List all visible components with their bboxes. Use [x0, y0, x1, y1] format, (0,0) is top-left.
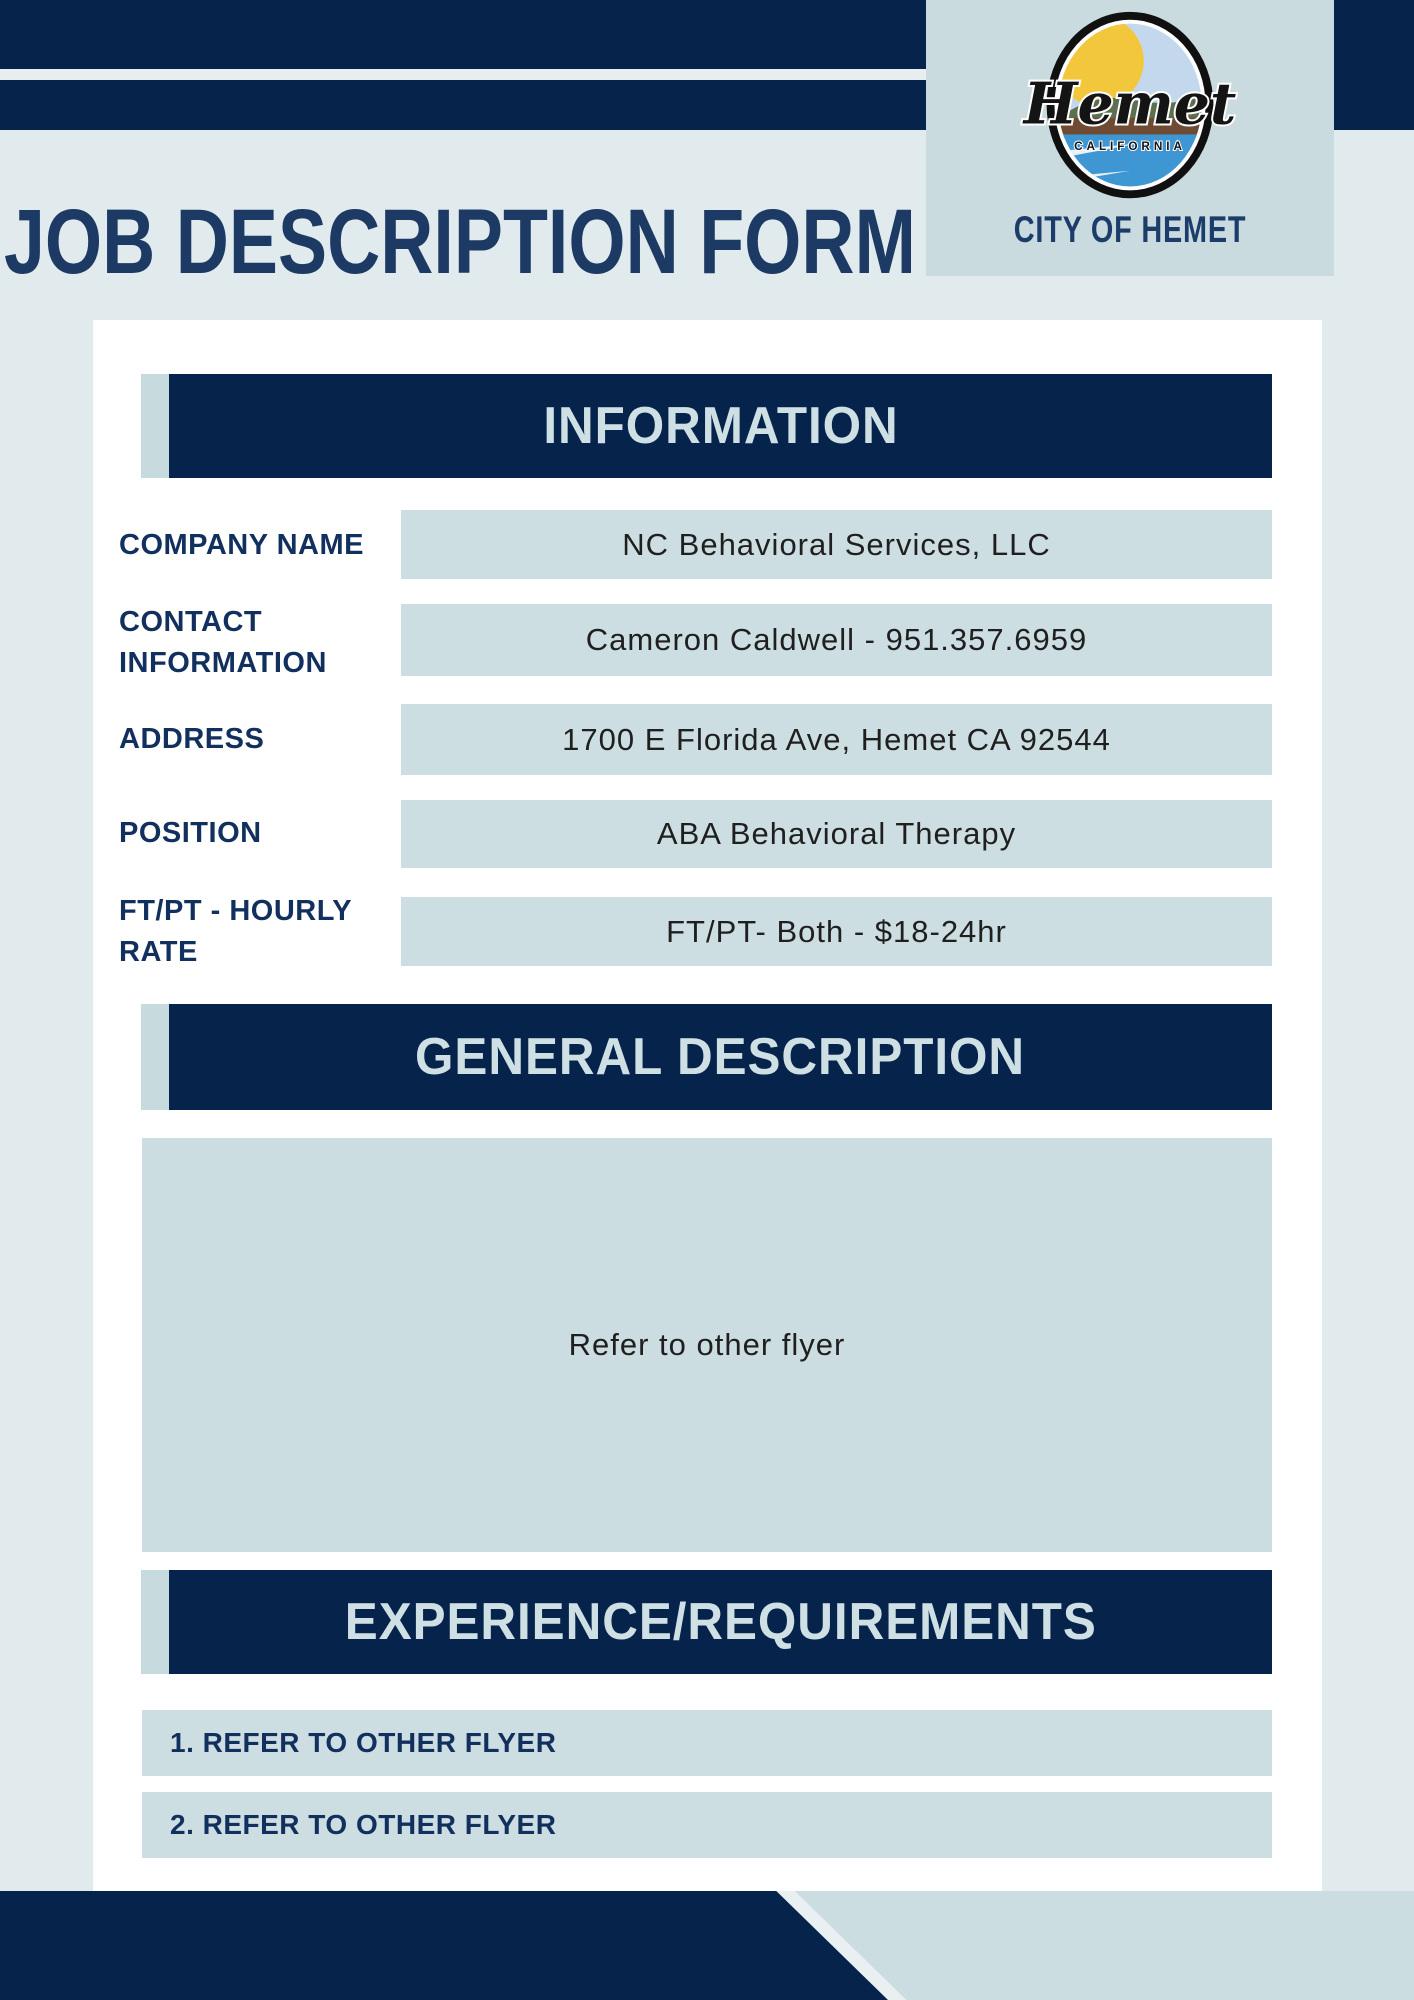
contact-information-label: CONTACT INFORMATION: [119, 606, 327, 679]
information-heading-bar: [169, 374, 1272, 478]
contact-information-value-text: Cameron Caldwell - 951.357.6959: [585, 622, 1088, 657]
company-name-value: [401, 510, 1272, 579]
ftpt-hourly-rate-value-text: FT/PT- Both - $18-24hr: [666, 913, 1007, 949]
general-description-heading: GENERAL DESCRIPTION: [415, 1028, 1026, 1086]
general-description-section-bar: [141, 1004, 1272, 1110]
company-name-label: COMPANY NAME: [119, 529, 364, 561]
ftpt-hourly-rate-value: [401, 897, 1272, 966]
address-value: [401, 704, 1272, 775]
ftpt-hourly-rate-label: FT/PT - HOURLY RATE: [119, 895, 352, 968]
experience-requirements-accent-strip: [141, 1570, 169, 1674]
position-value: [401, 800, 1272, 868]
position-label: POSITION: [119, 817, 262, 849]
contact-information-value: [401, 604, 1272, 676]
hemet-city-logo-icon: [1010, 4, 1250, 210]
general-description-box: [142, 1138, 1272, 1552]
company-name-value-text: NC Behavioral Services, LLC: [622, 526, 1051, 562]
information-accent-strip: [141, 374, 169, 478]
logo-badge-title: Hemet: [1023, 71, 1237, 138]
logo-panel: [926, 0, 1334, 276]
general-description-heading-bar: [169, 1004, 1272, 1110]
footer-navy-wedge: [0, 1891, 1414, 2000]
address-value-text: 1700 E Florida Ave, Hemet CA 92544: [562, 721, 1111, 757]
logo-badge-subtitle: CALIFORNIA: [1074, 140, 1186, 154]
position-value-text: ABA Behavioral Therapy: [656, 816, 1017, 851]
general-description-accent-strip: [141, 1004, 169, 1110]
address-label: ADDRESS: [119, 723, 265, 755]
page-title: JOB DESCRIPTION FORM: [4, 191, 916, 293]
information-section-bar: [141, 374, 1272, 478]
information-heading: INFORMATION: [542, 397, 899, 455]
city-caption-text: CITY OF HEMET: [1013, 209, 1247, 250]
experience-requirements-section-bar: [141, 1570, 1272, 1674]
requirement-item-2: 2. REFER TO OTHER FLYER: [142, 1792, 1272, 1858]
top-accent-line: [0, 69, 926, 80]
experience-requirements-heading-bar: [169, 1570, 1272, 1674]
general-description-text: Refer to other flyer: [568, 1327, 846, 1362]
experience-requirements-heading: EXPERIENCE/REQUIREMENTS: [344, 1593, 1097, 1651]
requirement-item-1: 1. REFER TO OTHER FLYER: [142, 1710, 1272, 1776]
city-caption: [926, 210, 1334, 250]
footer: [0, 1891, 1414, 2000]
